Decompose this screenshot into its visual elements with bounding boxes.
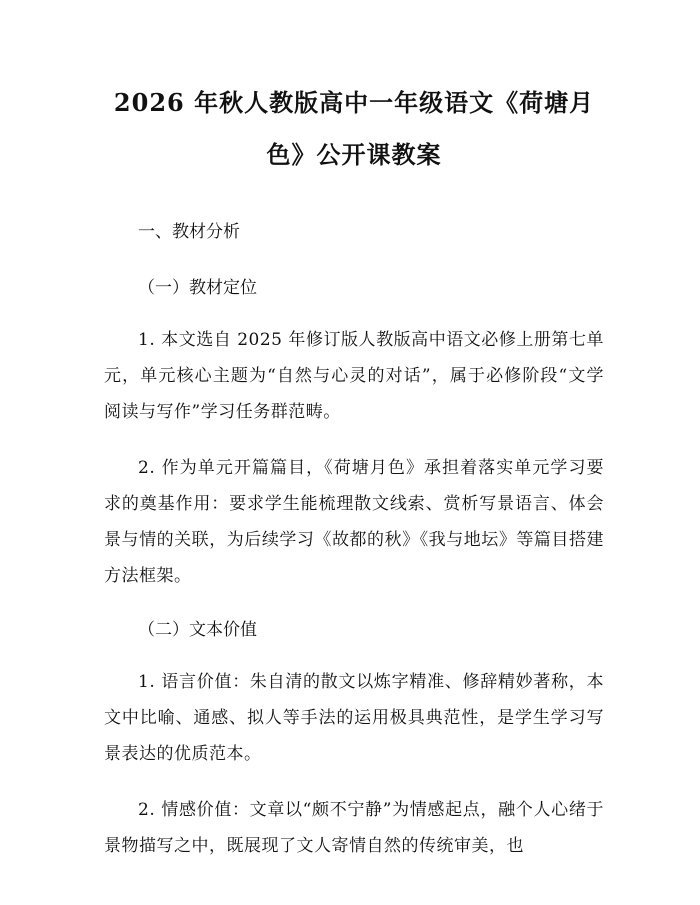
- document-title: [104, 82, 604, 176]
- subsection-heading-text-value: （二）文本价值: [138, 620, 257, 640]
- paragraph-positioning-1: 1. 本文选自 2025 年修订版人教版高中语文必修上册第七单元，单元核心主题为“自然与心灵的对话”，属于必修阶段“文学阅读与写作”学习任务群范畴。: [104, 330, 604, 422]
- subsection-heading-textbook-positioning: （一）教材定位: [138, 278, 257, 298]
- paragraph-value-2: 2. 情感价值：文章以“颇不宁静”为情感起点，融个人心绪于景物描写之中，既展现了文人寄情自然的传统审美，也: [104, 800, 604, 856]
- paragraph-positioning-2: 2. 作为单元开篇篇目，《荷塘月色》承担着落实单元学习要求的奠基作用：要求学生能梳理散文线索、赏析写景语言、体会景与情的关联，为后续学习《故都的秋》《我与地坛》等篇目搭建方法框架。: [104, 458, 604, 586]
- section-heading-textbook-analysis: 一、教材分析: [138, 222, 240, 242]
- title-line-2: 色》公开课教案: [266, 140, 442, 169]
- title-line-1: 2026 年秋人教版高中一年级语文《荷塘月: [113, 88, 595, 117]
- paragraph-value-1: 1. 语言价值：朱自清的散文以炼字精准、修辞精妙著称，本文中比喻、通感、拟人等手法的运用极具典范性，是学生学习写景表达的优质范本。: [104, 672, 604, 764]
